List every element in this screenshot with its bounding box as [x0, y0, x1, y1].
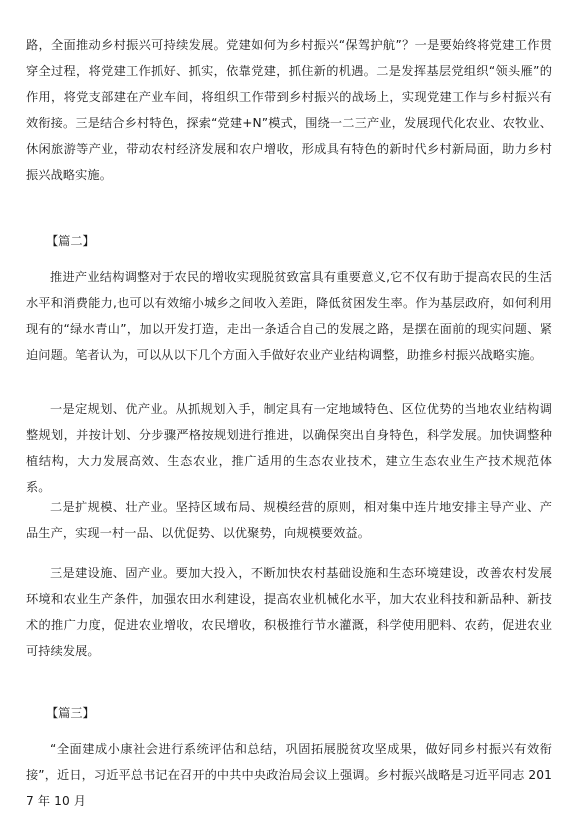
section-two-paragraph-3: 二是扩规模、壮产业。坚持区域布局、规模经营的原则，相对集中连片地安排主导产业、产品生产，实现一村一品、以优促势、以优聚势，向规模要效益。 — [26, 500, 552, 540]
section-two-paragraph-4: 三是建设施、固产业。要加大投入，不断加快农村基础设施和生态环境建设，改善农村发展环境和农业生产条件，加强农田水利建设，提高农业机械化水平，加大农业科技和新品种、新技术的推广力度，促进农业增收，农民增收，积极推行节水灌溉，科学使用肥料、农药，促进农业可持续发展。 — [26, 566, 552, 658]
section-heading-three: 【篇三】 — [46, 706, 95, 720]
section-heading-two: 【篇二】 — [46, 234, 95, 248]
section-two-paragraph-2: 一是定规划、优产业。从抓规划入手，制定具有一定地域特色、区位优势的当地农业结构调整规划，并按计划、分步骤严格按规划进行推进，以确保突出自身特色，科学发展。加快调整种植结构，大力发展高效、生态农业，推广适用的生态农业技术，建立生态农业生产技术规范体系。 — [26, 402, 552, 494]
section-two-paragraph-1: 推进产业结构调整对于农民的增收实现脱贫致富具有重要意义,它不仅有助于提高农民的生活水平和消费能力,也可以有效缩小城乡之间收入差距，降低贫困发生率。作为基层政府，如何利用现有的“绿水青山”，加以开发打造，走出一条适合自己的发展之路，是摆在面前的现实问题、紧迫问题。笔者认为，可以从以下几个方面入手做好农业产业结构调整，助推乡村振兴战略实施。 — [26, 270, 552, 362]
opening-paragraph: 路，全面推动乡村振兴可持续发展。党建如何为乡村振兴“保驾护航”？一是要始终将党建工作贯穿全过程，将党建工作抓好、抓实，依靠党建，抓住新的机遇。二是发挥基层党组织“领头雁”的作用，将党支部建在产业车间，将组织工作带到乡村振兴的战场上，实现党建工作与乡村振兴有效衔接。三是结合乡村特色，探索“党建+N”模式，围绕一二三产业，发展现代化农业、农牧业、休闲旅游等产业，带动农村经济发展和农户增收，形成具有特色的新时代乡村新局面，助力乡村振兴战略实施。 — [26, 38, 552, 182]
section-three-paragraph-1: “全面建成小康社会进行系统评估和总结，巩固拓展脱贫攻坚成果，做好同乡村振兴有效衔接”，近日，习近平总书记在召开的中共中央政治局会议上强调。乡村振兴战略是习近平同志 2017 年 10 月 — [26, 742, 552, 808]
